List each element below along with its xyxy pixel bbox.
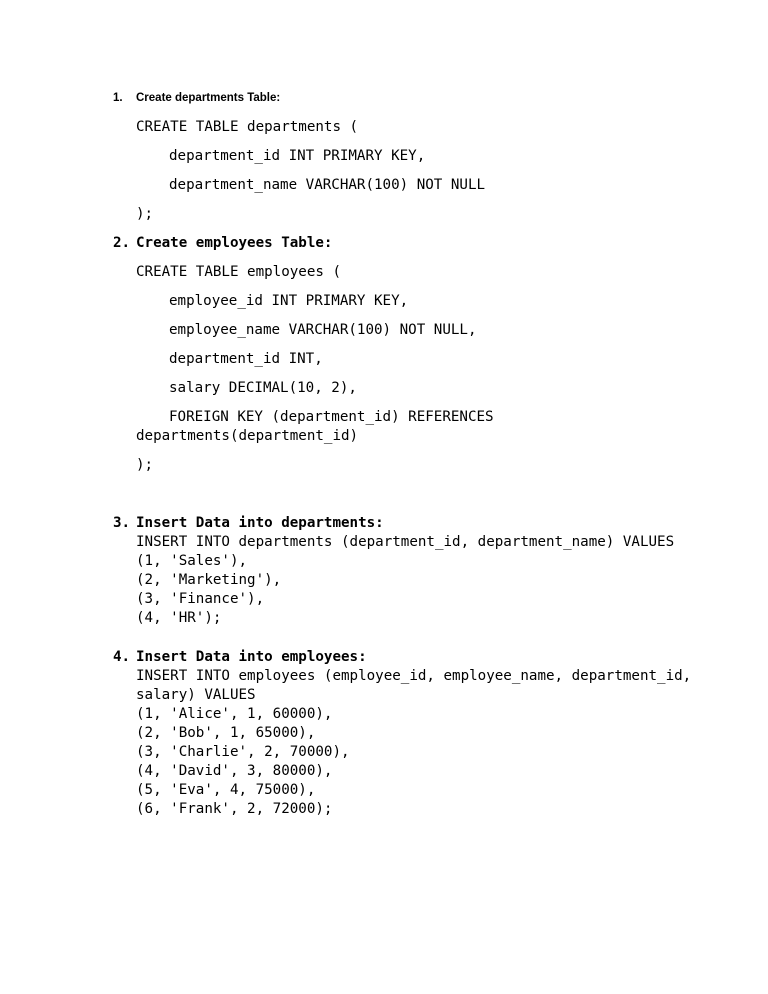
code-line: (3, 'Finance'), <box>136 591 265 607</box>
code-line: (1, 'Alice', 1, 60000), <box>136 706 333 722</box>
section-heading: Create departments Table: <box>136 92 281 104</box>
code-line: department_id INT, <box>169 351 323 367</box>
code-block <box>136 667 691 819</box>
code-line: employee_name VARCHAR(100) NOT NULL, <box>169 322 477 338</box>
code-line: FOREIGN KEY (department_id) REFERENCES <box>169 409 494 425</box>
section-heading: Create employees Table: <box>136 235 333 251</box>
section-heading: Insert Data into employees: <box>136 649 367 665</box>
code-line: (2, 'Marketing'), <box>136 572 282 588</box>
code-line: departments(department_id) <box>136 428 359 444</box>
code-line: (1, 'Sales'), <box>136 553 248 569</box>
list-number: 2. <box>113 235 131 251</box>
list-number: 1. <box>113 92 123 104</box>
list-number: 3. <box>113 515 131 531</box>
code-line: salary) VALUES <box>136 687 256 703</box>
code-line: ); <box>136 457 154 473</box>
code-line: CREATE TABLE departments ( <box>136 119 359 135</box>
code-block <box>136 533 674 628</box>
code-line: (2, 'Bob', 1, 65000), <box>136 725 316 741</box>
list-number: 4. <box>113 649 131 665</box>
code-line: (3, 'Charlie', 2, 70000), <box>136 744 350 760</box>
code-line: INSERT INTO departments (department_id, department_name) VALUES <box>136 534 675 550</box>
code-line: ); <box>136 206 154 222</box>
code-line: (6, 'Frank', 2, 72000); <box>136 801 333 817</box>
code-line: (4, 'HR'); <box>136 610 222 626</box>
code-line: department_name VARCHAR(100) NOT NULL <box>169 177 486 193</box>
code-line: INSERT INTO employees (employee_id, employee_name, department_id, <box>136 668 692 684</box>
code-line: CREATE TABLE employees ( <box>136 264 341 280</box>
code-line: salary DECIMAL(10, 2), <box>169 380 357 396</box>
code-line: employee_id INT PRIMARY KEY, <box>169 293 409 309</box>
code-line: (4, 'David', 3, 80000), <box>136 763 333 779</box>
section-heading: Insert Data into departments: <box>136 515 384 531</box>
code-line: (5, 'Eva', 4, 75000), <box>136 782 316 798</box>
code-line: department_id INT PRIMARY KEY, <box>169 148 426 164</box>
